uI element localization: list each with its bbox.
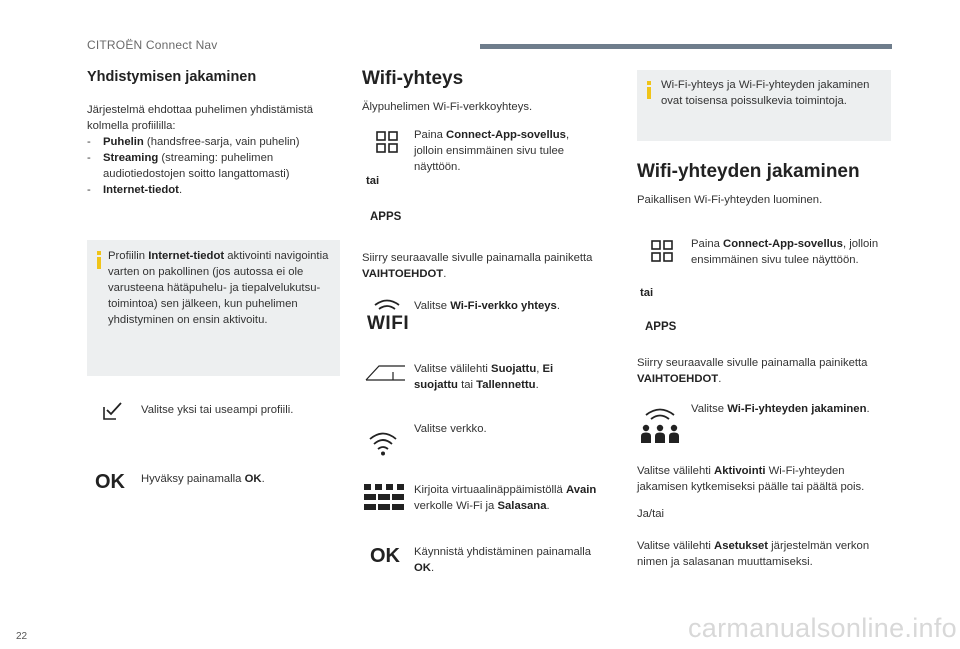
list-item: - Internet-tiedot. [87, 184, 183, 196]
running-header: CITROËN Connect Nav [87, 38, 218, 52]
step-enter-key: Kirjoita virtuaalinäppäimistöllä Avain verkolle Wi-Fi ja Salasana. [414, 484, 597, 512]
wifi-intro-text: Älypuhelimen Wi-Fi-verkkoyhteys. [362, 101, 533, 113]
note-text: Profiilin Internet-tiedot aktivointi navigointia varten on pakollinen (jos autossa ei ole varusteena hätäpuhelu- ja tiepalvelukutsu-toimintoa) sen jälkeen, kun puhelimen yhdistyminen on ensin aktivoitu. [108, 250, 329, 326]
profile-list [87, 134, 337, 198]
keyboard-icon [364, 484, 404, 510]
page-number: 22 [16, 631, 28, 642]
ok-icon: OK [95, 471, 125, 493]
intro-text: Järjestelmä ehdottaa puhelimen yhdistämistä kolmella profiililla: [87, 104, 314, 132]
or-label: tai [640, 287, 654, 299]
and-or-text: Ja/tai [637, 508, 665, 520]
section-heading-wifi: Wifi-yhteys [362, 68, 464, 89]
options-text: Siirry seuraavalle sivulle painamalla painiketta VAIHTOEHDOT. [637, 357, 868, 385]
step-confirm-ok: Hyväksy painamalla OK. [141, 473, 265, 485]
sharing-intro-text: Paikallisen Wi-Fi-yhteyden luominen. [637, 194, 823, 206]
connect-app-icon [376, 131, 398, 153]
header-bar [480, 44, 892, 49]
list-item: - Puhelin (handsfree-sarja, vain puhelin) [87, 136, 300, 148]
info-note-exclusive [637, 70, 891, 141]
settings-text: Valitse välilehti Asetukset järjestelmän verkon nimen ja salasanan muuttamiseksi. [637, 540, 870, 568]
info-note-internet [87, 240, 340, 376]
step-press-connect-app: Paina Connect-App-sovellus, jolloin ensimmäinen sivu tulee näyttöön. [414, 129, 570, 173]
info-icon [647, 81, 651, 95]
step-select-tab: Valitse välilehti Suojattu, Ei suojattu tai Tallennettu. [414, 363, 554, 391]
ok-icon: OK [370, 545, 400, 567]
wifi-icon-label: WIFI [367, 313, 410, 334]
watermark: carmanualsonline.info [688, 613, 957, 643]
step-press-connect-app: Paina Connect-App-sovellus, jolloin ensimmäinen sivu tulee näyttöön. [691, 238, 879, 266]
step-select-profiles: Valitse yksi tai useampi profiili. [141, 404, 294, 416]
tab-icon [365, 362, 407, 382]
step-select-network: Valitse verkko. [414, 423, 487, 435]
activate-text: Valitse välilehti Aktivointi Wi-Fi-yhteyden jakamisen kytkemiseksi päälle tai päältä pois. [637, 465, 865, 493]
apps-button-label: APPS [370, 211, 402, 223]
or-label: tai [366, 175, 380, 187]
wifi-text-icon [367, 297, 409, 335]
options-text: Siirry seuraavalle sivulle painamalla painiketta VAIHTOEHDOT. [362, 252, 593, 280]
step-select-sharing: Valitse Wi-Fi-yhteyden jakaminen. [691, 403, 870, 415]
info-icon [97, 251, 101, 265]
list-item: - Streaming (streaming: puhelimen audiotiedostojen soitto langattomasti) [87, 152, 290, 180]
connect-app-icon [651, 240, 673, 262]
step-start-connection: Käynnistä yhdistäminen painamalla OK. [414, 546, 592, 574]
section-heading-tethering: Yhdistymisen jakaminen [87, 69, 257, 85]
step-select-wifi: Valitse Wi-Fi-verkko yhteys. [414, 300, 560, 312]
wifi-icon [368, 430, 398, 456]
note-text: Wi-Fi-yhteys ja Wi-Fi-yhteyden jakaminen ovat toisensa poissulkevia toimintoja. [661, 79, 870, 107]
apps-button-label: APPS [645, 321, 677, 333]
checkbox-icon [103, 402, 123, 420]
hotspot-share-icon [640, 405, 680, 445]
section-heading-wifi-sharing: Wifi-yhteyden jakaminen [637, 161, 860, 182]
